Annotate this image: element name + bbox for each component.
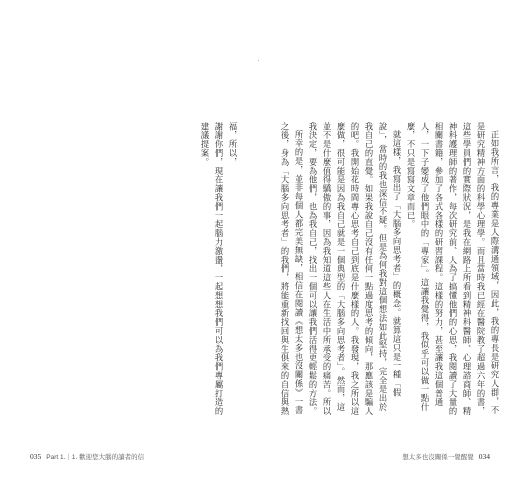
left-folio (30, 452, 144, 461)
right-paragraph-2: 就這樣，我寫出了「大腦多向思考者」的概念。就算這只是一種「假說」，當時的我也深信不疑。但是為何我對這個想法如此堅持，完全是出於我自己的直覺。如果我說自己沒有任何一點過度思考的傾向，那應該是騙人的吧。我開始花時間專心思考自己到底是什麼樣的人。我發現，我之所以這麼做，很可能是因為我自己就是一個典型的「大腦多向思考者」。然而，這並不是什麼值得驕傲的事，因為我知道這些人在生活中所承受的痛苦。所以我決定，要為他們，也為我自己，找出一個可以讓我們活得更輕鬆的方法。 (308, 122, 402, 416)
right-paragraph-3: 所幸的是，並非每個人都完美無缺，相信在閱讀《想太多也沒關係》一書之後，身為「大腦多向思考者」的我們，將能重新找回與生俱來的自信與熱 (280, 122, 304, 416)
right-page (260, 0, 520, 500)
right-page-number: 034 (478, 452, 490, 461)
left-running-head: Part 1.｜1. 歡迎您大腦的讀者的信 (46, 454, 145, 461)
right-folio (402, 452, 490, 461)
left-paragraph-last-line: 福，所以， (228, 122, 238, 167)
right-paragraph-1: 正如我所言，我的專業是人際溝通領域，因此，我的專長是研究人群，不是研究精神方面的科學心理學。而且當時我已經在醫院教了超過六年的書，這些學員們的實際狀況，是我在網路上所看到精神科醫師、心理諮商師、精神科護理師的著作，每次研究前、人為了搞懂他們的心思，我閱讀了大量的相關書籍，參加了各式各樣的研習課程。這樣的努力，甚至讓我這個普通人，一下子變成了他們眼中的「專家」。這讓我覺得，我似乎可以做一點什麼，不只是寫寫文章而已。 (406, 122, 500, 416)
left-paragraph-1: 謝謝你們，現在讓我們一起腦力激盪，一起想想我們可以為我們專屬打造的建議提案。 (200, 122, 224, 416)
right-running-head: 想太多也沒關係一覺醒覺 (402, 454, 474, 461)
right-page-body (280, 122, 502, 418)
left-page-number: 035 (30, 452, 42, 461)
left-page-body (168, 122, 240, 418)
